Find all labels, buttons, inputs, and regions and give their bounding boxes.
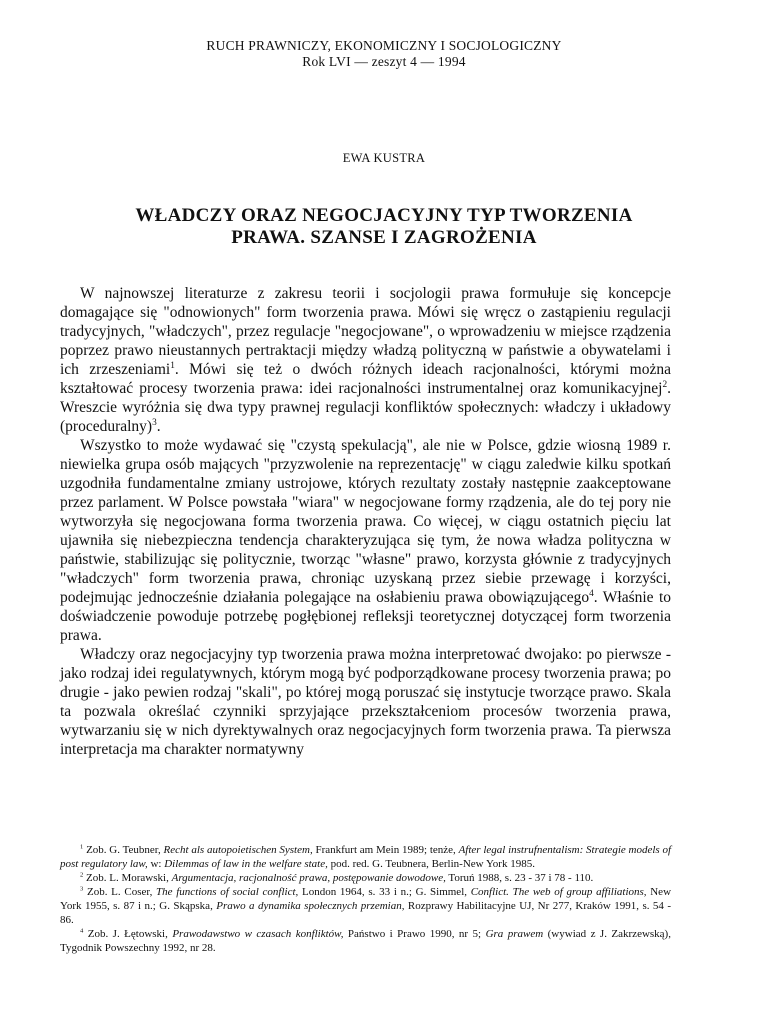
paragraph-2: Wszystko to może wydawać się "czystą spekulacją", ale nie w Polsce, gdzie wiosną 1989 r. niewielka grupa osób mających "przyzwolenie na reprezentację" w ciągu zaledwie kilku spotkań uzgodniła fundamentalne zmiany ustrojowe, których rezultaty zostały następnie zaakceptowane przez parlament. W Polsce powstała "wiara" w negocjowane formy rządzenia, ale do tej pory nie wytworzyła się negocjowana forma tworzenia prawa. Co więcej, w ciągu ostatnich pięciu lat ujawniła się niebezpieczna tendencja charakteryzująca się tym, że nowa władza polityczna w państwie, stabilizując się politycznie, tworząc "własne" prawo, korzysta głównie z tradycyjnych "władczych" form tworzenia prawa, chroniąc uzyskaną przez siebie przewagę i korzyści, podejmując jednocześnie działania polegające na osłabieniu prawa obowiązującego$^4$. Właśnie to doświadczenie powoduje potrzebę pogłębionej refleksji teoretycznej dotyczącej form tworzenia prawa. [60, 437, 671, 644]
footnote-ref-2: 2 [662, 379, 668, 390]
article-title [0, 205, 768, 249]
journal-name: RUCH PRAWNICZY, EKONOMICZNY I SOCJOLOGICZNY [206, 38, 562, 53]
paragraph-1: W najnowszej literaturze z zakresu teorii i socjologii prawa formułuje się koncepcje domagające się "odnowionych" form tworzenia prawa. Mówi się wręcz o zastąpieniu regulacji tradycyjnych, "władczych", przez regulacje "negocjowane", o wprowadzeniu w miejsce rządzenia poprzez prawo nieustannych pertraktacji między władzą polityczną w państwie a obywatelami i ich zrzeszeniami$^1$. Mówi się też o dwóch różnych ideach racjonalności, którymi można kształtować procesy tworzenia prawa: idei racjonalności instrumentalnej oraz komunikacyjnej$^2$. Wreszcie wyróżnia się dwa typy prawnej regulacji konfliktów społecznych: władczy i układowy (proceduralny)$^3$. [60, 285, 671, 435]
paragraph-3: Władczy oraz negocjacyjny typ tworzenia prawa można interpretować dwojako: po pierwsze - jako rodzaj idei regulatywnych, którym mogą być podporządkowane procesy tworzenia prawa; po drugie - jako pewien rodzaj "skali", po której mogą poruszać się instytucje tworzące prawo. Skala ta pozwala określać czynniki sprzyjające przekształceniom procesów tworzenia prawa, wytwarzaniu się w nich dyrektywalnych oraz negocjacyjnych form tworzenia prawa. Ta pierwsza interpretacja ma charakter normatywny [60, 646, 671, 758]
title-line-2: PRAWA. SZANSE I ZAGROŻENIA [231, 227, 537, 248]
title-line-1: WŁADCZY ORAZ NEGOCJACYJNY TYP TWORZENIA [135, 205, 633, 226]
footnote-1: $^1$ Zob. G. Teubner, Recht als autopoietischen System, Frankfurt am Mein 1989; tenże, After legal instrufnentalism: Strategie models of post regulatory law, w: Dilemmas of law in the welfare state, pod. red. G. Teubnera, Berlin-New York 1985. [60, 843, 672, 870]
article-body [60, 284, 671, 759]
footnote-3: $^3$ Zob. L. Coser, The functions of social conflict, London 1964, s. 33 i n.; G. Simmel, Conflict. The web of group affiliations, New York 1955, s. 87 i n.; G. Skąpska, Prawo a dynamika społecznych przemian, Rozprawy Habilitacyjne UJ, Nr 277, Kraków 1991, s. 54 - 86. [60, 885, 672, 926]
footnote-ref-1: 1 [170, 360, 175, 371]
footnote-ref-4: 4 [589, 588, 594, 599]
author-name: EWA KUSTRA [342, 151, 426, 165]
footnote-ref-3: 3 [152, 417, 157, 428]
journal-issue: Rok LVI — zeszyt 4 — 1994 [302, 54, 466, 69]
journal-header [0, 38, 768, 70]
footnote-4: $^4$ Zob. J. Łętowski, Prawodawstwo w czasach konfliktów, Państwo i Prawo 1990, nr 5; Gra prawem (wywiad z J. Zakrzewską), Tygodnik Powszechny 1992, nr 28. [60, 927, 671, 954]
footnotes [60, 843, 671, 955]
footnote-2: $^2$ Zob. L. Morawski, Argumentacja, racjonalność prawa, postępowanie dowodowe, Toruń 1988, s. 23 - 37 i 78 - 110. [80, 871, 594, 884]
